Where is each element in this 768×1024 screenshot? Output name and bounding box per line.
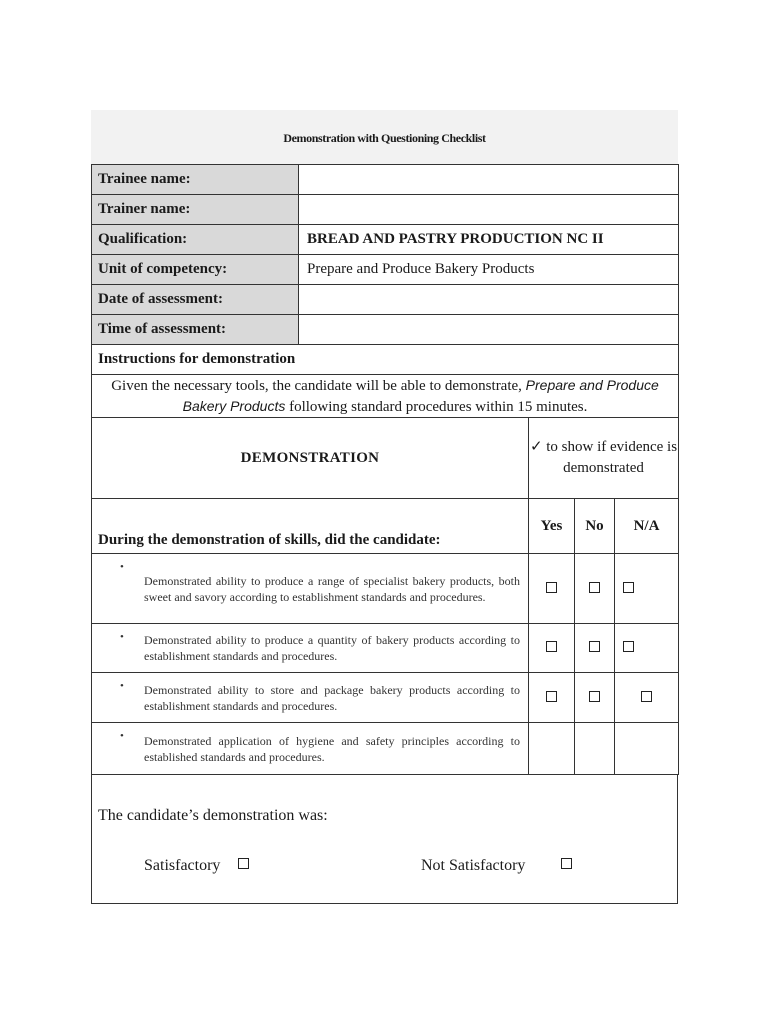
not-satisfactory-option[interactable] <box>421 857 572 875</box>
bullet-icon: • <box>120 561 124 573</box>
time-of-assessment-label: Time of assessment: <box>92 315 299 345</box>
time-of-assessment-field[interactable] <box>299 315 679 345</box>
empty-na-cell <box>615 723 679 775</box>
unit-of-competency-label: Unit of competency: <box>92 255 299 285</box>
qualification-label: Qualification: <box>92 225 299 255</box>
instructions-heading: Instructions for demonstration <box>92 345 679 375</box>
checkbox-no[interactable] <box>589 582 600 593</box>
assessment-info-table <box>91 164 679 418</box>
criterion-text: Demonstrated application of hygiene and safety principles according to established standards and procedures. <box>144 733 520 764</box>
criterion-text: Demonstrated ability to store and package bakery products according to establishment standards and procedures. <box>144 682 520 713</box>
criterion-text: Demonstrated ability to produce a range of specialist bakery products, both sweet and savory according to establishment standards and procedures. <box>144 573 520 604</box>
criterion-row <box>92 624 529 673</box>
trainee-name-label: Trainee name: <box>92 165 299 195</box>
checkbox-no[interactable] <box>589 641 600 652</box>
checkbox-yes[interactable] <box>546 582 557 593</box>
date-of-assessment-field[interactable] <box>299 285 679 315</box>
empty-yes-cell <box>529 723 575 775</box>
demonstration-question: During the demonstration of skills, did the candidate: <box>92 499 529 554</box>
checkbox-na[interactable] <box>641 691 652 702</box>
document-title: Demonstration with Questioning Checklist <box>91 110 678 164</box>
column-yes: Yes <box>529 499 575 554</box>
trainee-name-field[interactable] <box>299 165 679 195</box>
bullet-icon: • <box>120 680 124 692</box>
unit-of-competency-value: Prepare and Produce Bakery Products <box>299 255 679 285</box>
checkbox-no[interactable] <box>589 691 600 702</box>
not-satisfactory-label: Not Satisfactory <box>421 857 526 874</box>
criterion-row <box>92 673 529 723</box>
instructions-text-start: Given the necessary tools, the candidate will be able to demonstrate, <box>111 378 522 394</box>
satisfactory-option[interactable] <box>144 857 249 875</box>
result-section <box>91 775 678 904</box>
checkbox-na[interactable] <box>623 641 634 652</box>
checkbox-na[interactable] <box>623 582 634 593</box>
instructions-text <box>92 375 679 418</box>
instructions-unit-italic: Prepare and Produce Bakery Products <box>182 377 659 414</box>
not-satisfactory-checkbox[interactable] <box>561 858 572 869</box>
date-of-assessment-label: Date of assessment: <box>92 285 299 315</box>
bullet-icon: • <box>120 730 124 742</box>
tick-instruction: ✓ to show if evidence is demonstrated <box>529 418 679 499</box>
empty-no-cell <box>575 723 615 775</box>
demonstration-table <box>91 418 679 775</box>
checkbox-yes[interactable] <box>546 641 557 652</box>
bullet-icon: • <box>120 631 124 643</box>
instructions-text-end: following standard procedures within 15 minutes. <box>289 399 588 415</box>
demonstration-heading: DEMONSTRATION <box>92 418 529 499</box>
criterion-row <box>92 723 529 775</box>
satisfactory-checkbox[interactable] <box>238 858 249 869</box>
checklist-sheet <box>91 110 678 904</box>
column-na: N/A <box>615 499 679 554</box>
trainer-name-field[interactable] <box>299 195 679 225</box>
checkbox-yes[interactable] <box>546 691 557 702</box>
criterion-row <box>92 554 529 624</box>
trainer-name-label: Trainer name: <box>92 195 299 225</box>
qualification-value: BREAD AND PASTRY PRODUCTION NC II <box>299 225 679 255</box>
criterion-text: Demonstrated ability to produce a quantity of bakery products according to establishment standards and procedures. <box>144 633 520 663</box>
result-question: The candidate’s demonstration was: <box>98 807 328 824</box>
column-no: No <box>575 499 615 554</box>
satisfactory-label: Satisfactory <box>144 857 221 874</box>
